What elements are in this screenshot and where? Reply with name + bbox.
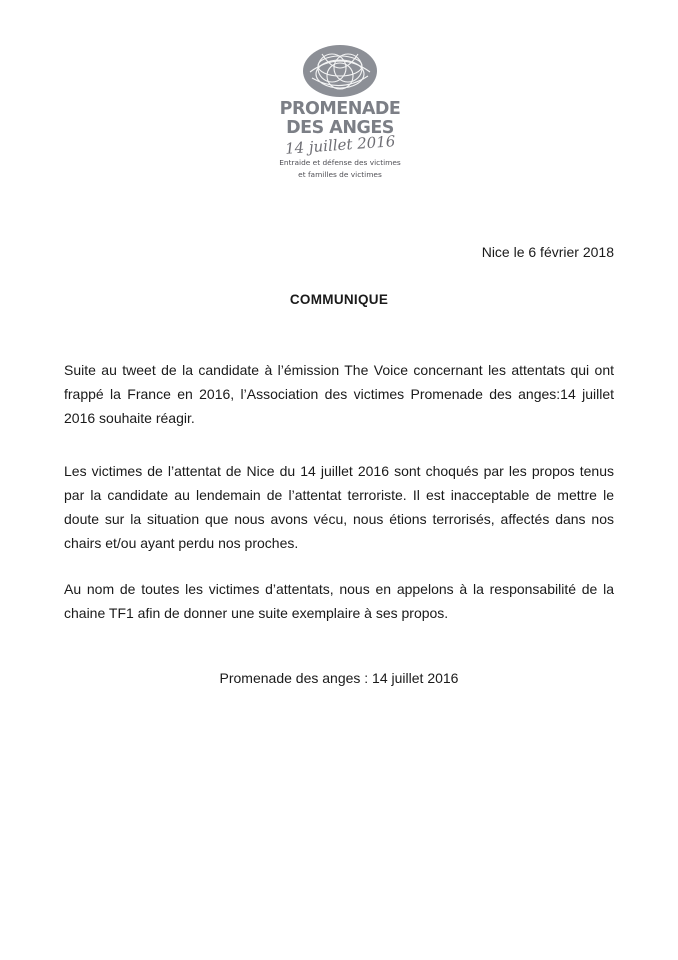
document-signature: Promenade des anges : 14 juillet 2016 <box>219 670 459 686</box>
logo-subtitle-line2: et familles de victimes <box>298 170 382 179</box>
logo-subtitle-line1: Entraide et défense des victimes <box>279 158 401 167</box>
logo-script-date: 14 juillet 2016 <box>284 132 396 158</box>
logo-title-line1: PROMENADE <box>279 99 401 119</box>
paragraph-3: Au nom de toutes les victimes d’attentats, nous en appelons à la responsabilité de la chaine TF1 afin de donner une suite exemplaire à ses propos. <box>64 581 614 621</box>
paragraph-1: Suite au tweet de la candidate à l’émission The Voice concernant les attentats qui ont frappé la France en 2016, l’Association des victimes Promenade des anges:14 juillet 2016 souhaite réagir. <box>64 362 614 426</box>
document-date: Nice le 6 février 2018 <box>481 244 614 260</box>
logo-title-line2: DES ANGES <box>286 118 394 138</box>
interlaced-circles-icon <box>302 44 378 98</box>
association-logo <box>250 44 430 184</box>
document-heading: COMMUNIQUE <box>289 292 389 307</box>
paragraph-2: Les victimes de l’attentat de Nice du 14 juillet 2016 sont choqués par les propos tenus par la candidate au lendemain de l’attentat terroriste. Il est inacceptable de mettre le doute sur la situation que nous avons vécu, nous étions terrorisés, affectés dans nos chairs et/ou ayant perdu nos proches. <box>64 463 614 551</box>
